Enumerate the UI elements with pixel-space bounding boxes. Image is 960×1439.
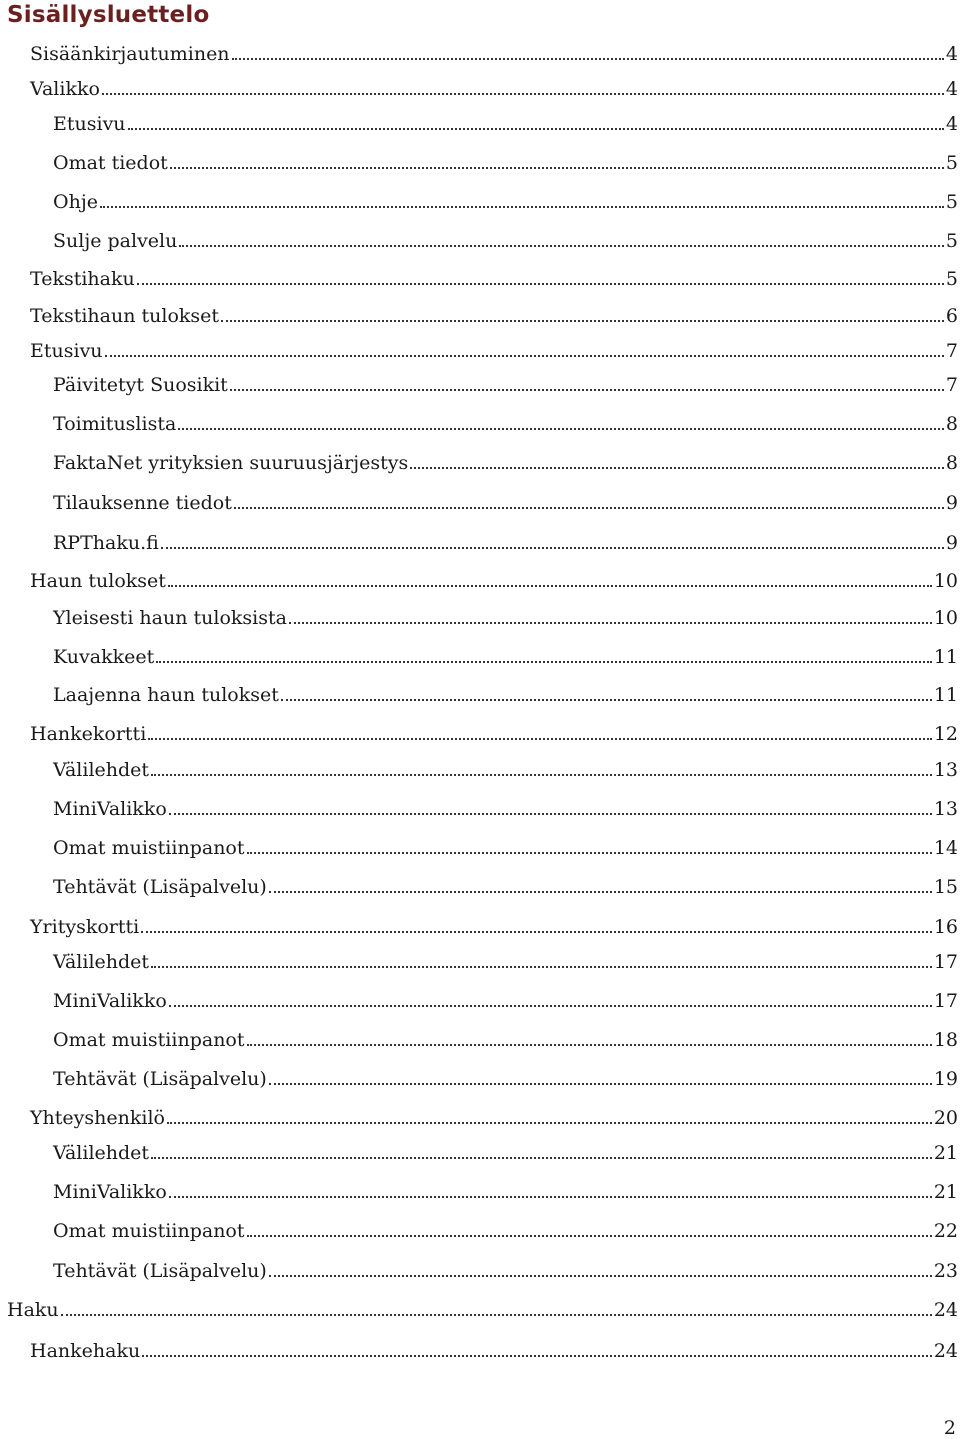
toc-entry-page: 13 [933,759,958,781]
toc-dot-leader [102,77,944,95]
toc-entry-title: Haku [7,1299,59,1321]
toc-entry-page: 9 [945,532,958,554]
toc-dot-leader [281,683,932,701]
toc-entry-page: 16 [933,916,958,938]
toc-entry[interactable] [53,683,958,707]
toc-entry-title: Toimituslista [53,413,177,435]
toc-entry-title: Tilauksenne tiedot [53,492,232,514]
toc-entry[interactable] [30,77,958,101]
toc-entry[interactable] [30,1106,958,1130]
toc-entry-page: 8 [945,452,958,474]
toc-entry[interactable] [53,1219,958,1243]
toc-entry-title: Hankekortti [30,723,147,745]
toc-dot-leader [169,989,932,1007]
toc-entry[interactable] [53,836,958,860]
toc-entry-page: 22 [933,1220,958,1242]
toc-entry[interactable] [53,151,958,175]
toc-entry-page: 7 [945,374,958,396]
toc-dot-leader [269,875,932,893]
toc-entry-page: 19 [933,1068,958,1090]
toc-entry[interactable] [53,1180,958,1204]
toc-dot-leader [230,373,944,391]
toc-entry-title: Laajenna haun tulokset [53,684,279,706]
toc-entry-page: 5 [945,152,958,174]
toc-entry-page: 11 [933,684,958,706]
toc-entry-title: RPThaku.fi [53,532,159,554]
toc-dot-leader [161,531,944,549]
toc-entry-title: Välilehdet [53,951,150,973]
toc-entry-title: Yhteyshenkilö [30,1107,165,1129]
toc-dot-leader [234,491,944,509]
toc-entry-title: Omat tiedot [53,152,168,174]
toc-entry-title: Yrityskortti [30,916,140,938]
toc-dot-leader [410,451,944,469]
toc-entry-title: Tehtävät (Lisäpalvelu) [53,1068,267,1090]
toc-dot-leader [169,797,932,815]
toc-entry[interactable] [53,412,958,436]
toc-entry-page: 24 [933,1299,958,1321]
toc-dot-leader [247,1219,932,1237]
toc-entry-page: 8 [945,413,958,435]
toc-entry-title: FaktaNet yrityksien suuruusjärjestys [53,452,409,474]
toc-entry-page: 9 [945,492,958,514]
toc-entry[interactable] [53,797,958,821]
toc-entry[interactable] [53,190,958,214]
toc-entry-title: Ohje [53,191,98,213]
toc-entry-title: Valikko [30,78,100,100]
toc-dot-leader [232,42,944,60]
toc-dot-leader [105,339,944,357]
toc-entry-page: 24 [933,1340,958,1362]
toc-entry[interactable] [53,1141,958,1165]
toc-entry[interactable] [53,491,958,515]
toc-entry-title: Välilehdet [53,759,150,781]
toc-dot-leader [247,836,932,854]
toc-dot-leader [148,722,932,740]
toc-dot-leader [168,569,932,587]
toc-dot-leader [170,151,944,169]
toc-entry-title: Tehtävät (Lisäpalvelu) [53,876,267,898]
toc-entry[interactable] [53,989,958,1013]
toc-entry[interactable] [53,645,958,669]
toc-dot-leader [142,1339,932,1357]
toc-entry[interactable] [53,875,958,899]
toc-entry-title: Välilehdet [53,1142,150,1164]
toc-dot-leader [100,190,944,208]
toc-entry-page: 17 [933,951,958,973]
toc-entry-page: 4 [945,113,958,135]
toc-entry-page: 13 [933,798,958,820]
toc-entry-title: Tekstihaun tulokset [30,305,220,327]
toc-entry-page: 5 [945,191,958,213]
toc-entry[interactable] [53,1067,958,1091]
toc-dot-leader [179,229,944,247]
toc-dot-leader [167,1106,932,1124]
toc-entry[interactable] [53,373,958,397]
toc-entry-page: 18 [933,1029,958,1051]
toc-entry[interactable] [30,267,958,291]
toc-entry-page: 20 [933,1107,958,1129]
toc-entry[interactable] [53,950,958,974]
toc-entry[interactable] [53,451,958,475]
toc-entry-title: Omat muistiinpanot [53,837,245,859]
toc-dot-leader [151,1141,932,1159]
toc-entry[interactable] [30,722,958,746]
page-number: 2 [943,1417,956,1439]
toc-dot-leader [151,758,932,776]
toc-entry-page: 12 [933,723,958,745]
toc-dot-leader [151,950,932,968]
toc-entry[interactable] [53,758,958,782]
toc-dot-leader [169,1180,932,1198]
toc-entry-title: Tehtävät (Lisäpalvelu) [53,1260,267,1282]
toc-dot-leader [178,412,944,430]
toc-entry-title: Omat muistiinpanot [53,1029,245,1051]
toc-entry-page: 6 [945,305,958,327]
toc-entry[interactable] [53,112,958,136]
toc-entry-page: 7 [945,340,958,362]
toc-entry[interactable] [30,1339,958,1363]
toc-entry[interactable] [7,1298,958,1322]
toc-entry-title: Päivitetyt Suosikit [53,374,228,396]
toc-entry-page: 15 [933,876,958,898]
toc-entry[interactable] [53,606,958,630]
toc-entry-title: MiniValikko [53,1181,167,1203]
toc-entry-title: MiniValikko [53,990,167,1012]
toc-entry-title: Omat muistiinpanot [53,1220,245,1242]
toc-dot-leader [221,304,944,322]
toc-entry-page: 5 [945,268,958,290]
toc-entry[interactable] [53,531,958,555]
toc-dot-leader [128,112,944,130]
toc-entry-page: 21 [933,1142,958,1164]
toc-entry[interactable] [53,1028,958,1052]
toc-entry-page: 10 [933,570,958,592]
toc-entry[interactable] [30,304,958,328]
toc-entry[interactable] [53,1259,958,1283]
toc-entry-title: Etusivu [53,113,126,135]
page-title: Sisällysluettelo [7,2,210,28]
toc-entry-page: 14 [933,837,958,859]
toc-entry-title: Yleisesti haun tuloksista [53,607,287,629]
toc-dot-leader [137,267,944,285]
toc-entry-page: 11 [933,646,958,668]
toc-dot-leader [247,1028,932,1046]
toc-entry[interactable] [30,339,958,363]
toc-dot-leader [269,1259,932,1277]
toc-entry-title: Tekstihaku [30,268,135,290]
toc-entry-page: 21 [933,1181,958,1203]
toc-dot-leader [289,606,932,624]
toc-entry-page: 17 [933,990,958,1012]
toc-entry-page: 5 [945,230,958,252]
toc-entry-title: MiniValikko [53,798,167,820]
toc-entry-page: 4 [945,78,958,100]
toc-entry-page: 10 [933,607,958,629]
toc-entry[interactable] [30,42,958,66]
toc-entry-title: Kuvakkeet [53,646,155,668]
toc-entry-page: 23 [933,1260,958,1282]
toc-dot-leader [141,915,932,933]
toc-entry[interactable] [30,915,958,939]
toc-entry-title: Sisäänkirjautuminen [30,43,230,65]
toc-entry-title: Hankehaku [30,1340,141,1362]
toc-entry-title: Sulje palvelu [53,230,178,252]
toc-dot-leader [269,1067,932,1085]
toc-dot-leader [156,645,932,663]
toc-entry-title: Etusivu [30,340,103,362]
toc-entry-page: 4 [945,43,958,65]
toc-entry[interactable] [53,229,958,253]
toc-dot-leader [61,1298,932,1316]
toc-entry-title: Haun tulokset [30,570,166,592]
toc-entry[interactable] [30,569,958,593]
